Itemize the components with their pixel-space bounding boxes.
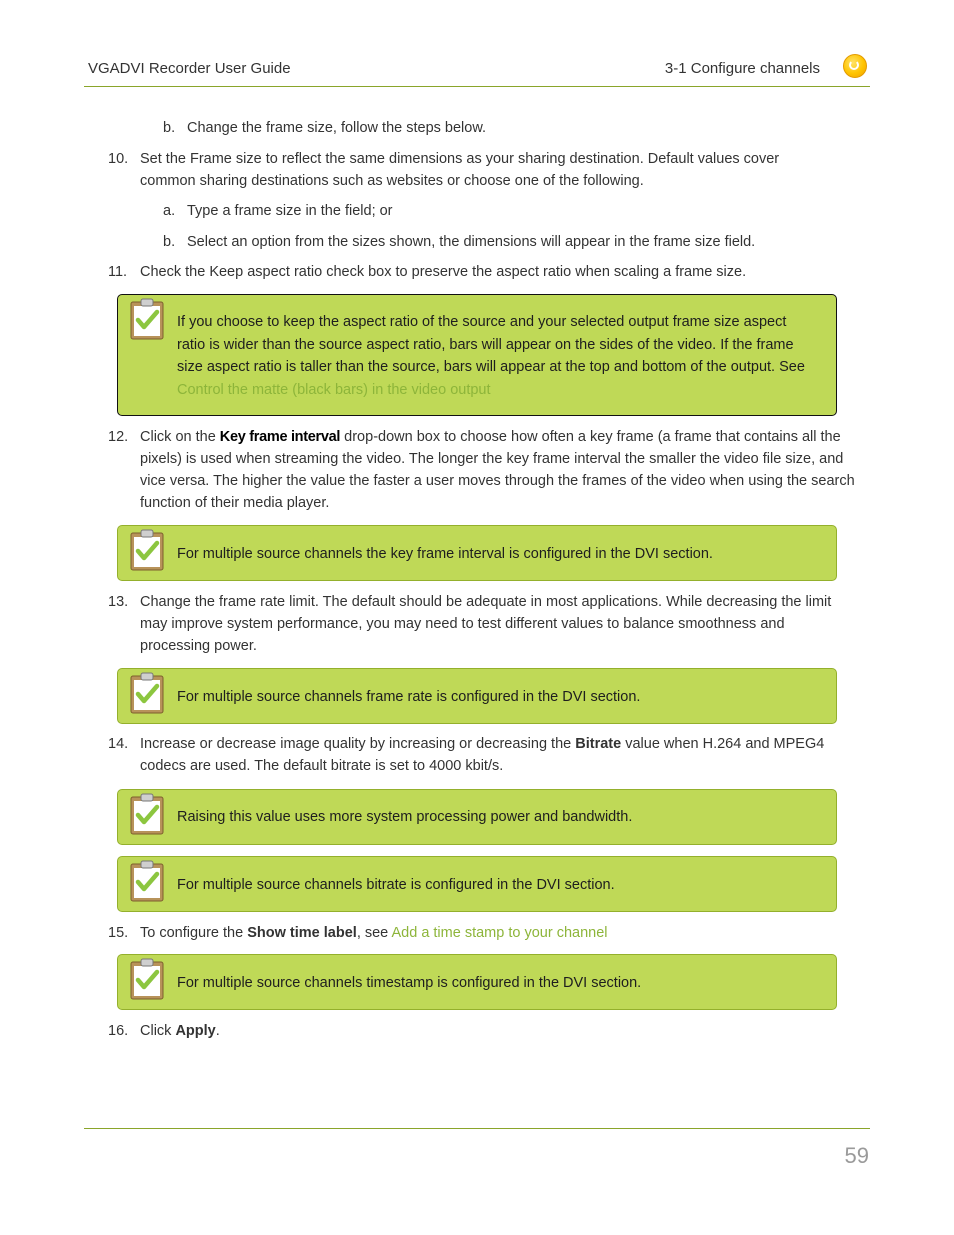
list-item-9b <box>163 117 867 139</box>
list-item-16 <box>108 1020 860 1042</box>
clipboard-check-icon <box>130 672 164 714</box>
list-item-12 <box>108 426 856 514</box>
list-item-13 <box>108 591 856 657</box>
note-text: Raising this value uses more system processing power and bandwidth. <box>177 809 633 825</box>
note-box-bitrate-dvi <box>117 856 837 912</box>
list-item-11 <box>108 261 860 283</box>
footer-rule <box>84 1128 870 1129</box>
epiphan-logo-icon <box>843 54 867 78</box>
list-number: 11. <box>108 264 128 280</box>
clipboard-check-icon <box>130 298 164 340</box>
list-number: 13. <box>108 594 129 610</box>
list-item-text-suffix: drop-down box to choose how often a key frame (a frame that contains all the pixels) is used when streaming the video. The longer the key frame interval the smaller the video file size, and vice versa. The higher the value the faster a user moves through the frames of the video when using the search function of their media player. <box>140 429 855 511</box>
list-item-text: Check the Keep aspect ratio check box to preserve the aspect ratio when scaling a frame size. <box>140 264 747 280</box>
list-item-15 <box>108 922 860 944</box>
list-number: 12. <box>108 429 129 445</box>
note-box-aspect-ratio <box>117 294 837 416</box>
document-title: VGADVI Recorder User Guide <box>88 60 291 77</box>
note-text: For multiple source channels frame rate is configured in the DVI section. <box>177 689 641 705</box>
note-box-timestamp <box>117 954 837 1010</box>
bitrate-label: Bitrate <box>575 736 622 752</box>
list-item-text: Type a frame size in the field; or <box>187 203 393 219</box>
section-title: 3-1 Configure channels <box>664 60 820 77</box>
link-add-time-stamp[interactable]: Add a time stamp to your channel <box>391 925 608 941</box>
list-item-text-prefix: To configure the <box>140 925 248 941</box>
clipboard-check-icon <box>130 793 164 835</box>
list-item-text-middle: , see <box>356 925 392 941</box>
page-number: 59 <box>844 1143 869 1168</box>
list-item-text: Select an option from the sizes shown, the dimensions will appear in the frame size field. <box>187 234 756 250</box>
note-text <box>177 311 818 401</box>
clipboard-check-icon <box>130 958 164 1000</box>
clipboard-check-icon <box>130 860 164 902</box>
list-number: 15. <box>108 925 129 941</box>
list-number: 16. <box>108 1023 129 1039</box>
list-item-text-suffix: . <box>215 1023 220 1039</box>
list-marker: a. <box>163 203 176 219</box>
note-box-frame-rate <box>117 668 837 724</box>
list-item-text: Set the Frame size to reflect the same dimensions as your sharing destination. Default values cover common sharing destinations such as websites or choose one of the following. <box>140 151 780 189</box>
apply-label: Apply <box>175 1023 216 1039</box>
show-time-label-label: Show time label <box>247 925 357 941</box>
list-item-10 <box>108 148 830 192</box>
note-body: If you choose to keep the aspect ratio of the source and your selected output frame size aspect ratio is wider than the source aspect ratio, bars will appear on the sides of the video. If the frame size aspect ratio is taller than the source, bars will appear at the top and bottom of the output. See <box>177 314 805 375</box>
note-text: For multiple source channels the key frame interval is configured in the DVI section. <box>177 546 713 562</box>
note-text: For multiple source channels timestamp is configured in the DVI section. <box>177 975 642 991</box>
list-item-text-prefix: Click on the <box>140 429 220 445</box>
list-marker: b. <box>163 234 176 250</box>
list-item-text: Change the frame rate limit. The default should be adequate in most applications. While decreasing the limit may improve system performance, you may need to test different values to balance smoothness and processing power. <box>140 594 832 654</box>
list-item-10a <box>163 200 867 222</box>
list-item-10b <box>163 231 867 253</box>
list-item-text: Change the frame size, follow the steps below. <box>187 120 487 136</box>
page-header <box>84 52 870 87</box>
note-text: For multiple source channels bitrate is configured in the DVI section. <box>177 877 615 893</box>
list-number: 14. <box>108 736 129 752</box>
list-item-text-suffix: value when H.264 and MPEG4 codecs are used. The default bitrate is set to 4000 kbit/s. <box>140 736 825 774</box>
list-number: 10. <box>108 151 129 167</box>
list-marker: b. <box>163 120 176 136</box>
note-box-bitrate-power <box>117 789 837 845</box>
note-box-key-frame <box>117 525 837 581</box>
link-control-matte[interactable]: Control the matte (black bars) in the video output <box>177 381 491 398</box>
list-item-text-prefix: Click <box>140 1023 176 1039</box>
clipboard-check-icon <box>130 529 164 571</box>
list-item-14 <box>108 733 860 777</box>
key-frame-interval-label: Key frame interval <box>219 429 341 445</box>
list-item-text-prefix: Increase or decrease image quality by increasing or decreasing the <box>140 736 576 752</box>
